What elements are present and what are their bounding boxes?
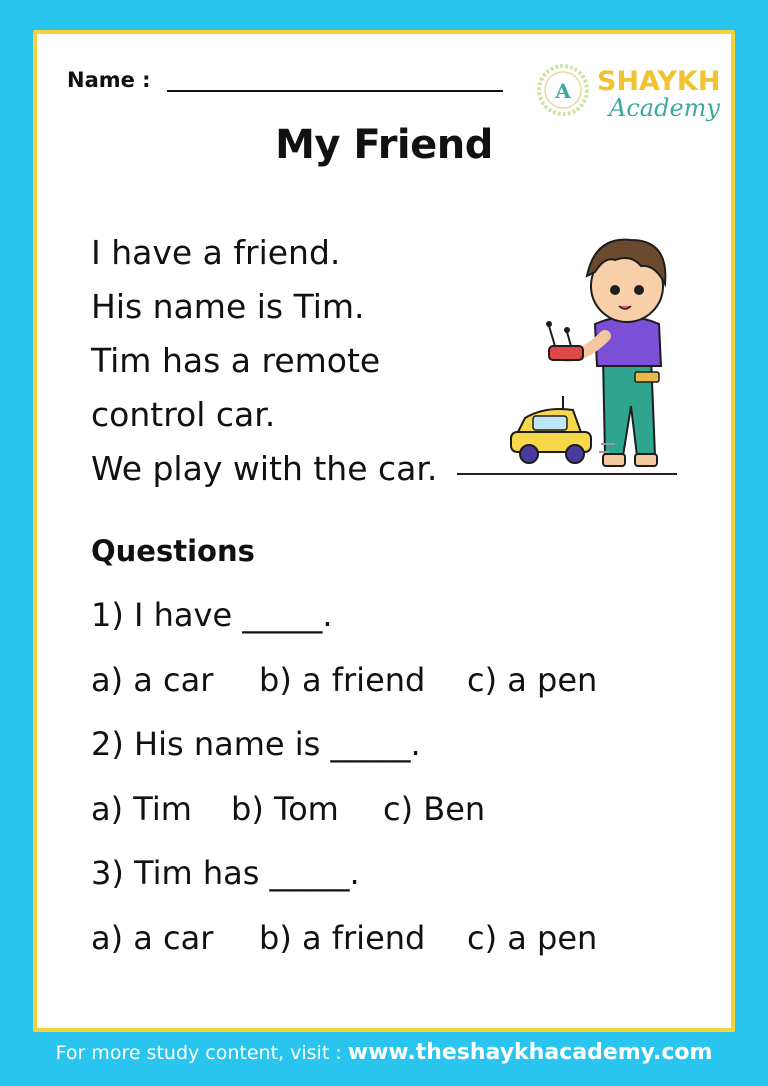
question-options — [91, 790, 597, 855]
page-title: My Friend — [275, 122, 493, 168]
question-options — [91, 661, 597, 726]
option[interactable]: c) a pen — [467, 918, 598, 957]
boy-with-remote-car-illustration — [455, 206, 685, 476]
shaykh-academy-logo — [535, 56, 725, 124]
option[interactable]: b) a friend — [259, 918, 426, 957]
story-line: I have a friend. — [91, 233, 341, 272]
name-label: Name : — [67, 68, 151, 92]
story-line: His name is Tim. — [91, 287, 365, 326]
option[interactable]: b) a friend — [259, 660, 426, 699]
questions-list — [91, 596, 597, 983]
question-prompt: 2) His name is _____. — [91, 725, 421, 763]
question-prompt: 3) Tim has _____. — [91, 854, 360, 892]
story-line: control car. — [91, 395, 276, 434]
option[interactable]: c) Ben — [383, 789, 486, 828]
story-text — [91, 226, 437, 496]
footer-text: For more study content, visit : — [55, 1042, 348, 1064]
footer — [0, 1040, 768, 1065]
story-line: We play with the car. — [91, 449, 438, 488]
question-options — [91, 919, 597, 984]
option[interactable]: a) a car — [91, 660, 214, 699]
worksheet — [33, 30, 735, 1032]
logo-word-bottom: Academy — [609, 94, 720, 122]
name-field — [67, 68, 503, 92]
logo-word-top: SHAYKH — [597, 66, 721, 97]
option[interactable]: c) a pen — [467, 660, 598, 699]
option[interactable]: a) Tim — [91, 789, 192, 828]
ground-line — [457, 473, 677, 475]
option[interactable]: b) Tom — [231, 789, 339, 828]
option[interactable]: a) a car — [91, 918, 214, 957]
questions-heading: Questions — [91, 534, 255, 568]
story-line: Tim has a remote — [91, 341, 381, 380]
question-prompt: 1) I have _____. — [91, 596, 333, 634]
name-blank-line[interactable] — [167, 68, 503, 92]
svg-text:A: A — [555, 79, 571, 103]
footer-link[interactable]: www.theshaykhacademy.com — [347, 1040, 713, 1065]
